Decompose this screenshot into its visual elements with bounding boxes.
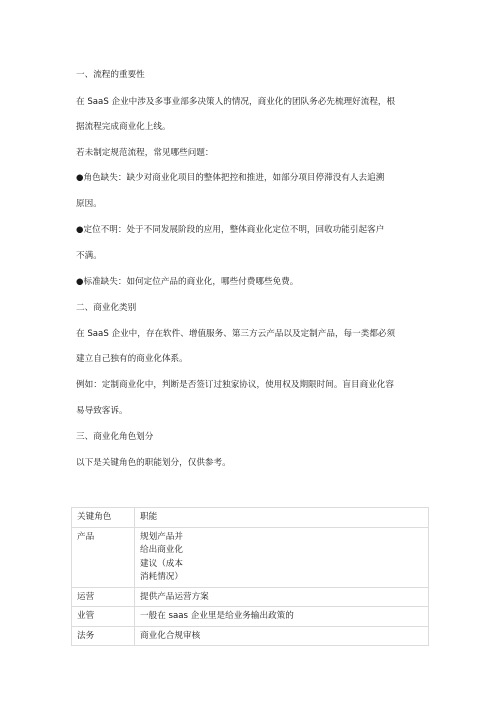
duty-line: 商业化合规审核 bbox=[140, 630, 201, 641]
paragraph-line: 不满。 bbox=[76, 251, 102, 261]
duty-cell bbox=[135, 527, 429, 587]
duty-line: 消耗情况） bbox=[140, 572, 183, 582]
paragraph-line: 易导致客诉。 bbox=[76, 406, 128, 416]
duty-cell bbox=[135, 607, 429, 627]
paragraph-line: 例如：定制商业化中，判断是否签订过独家协议，使用权及期限时间。盲目商业化容 bbox=[76, 380, 394, 390]
paragraph-line: 据流程完成商业化上线。 bbox=[76, 122, 171, 132]
role-cell: 法务 bbox=[72, 626, 135, 646]
table-row bbox=[72, 527, 429, 587]
duty-cell bbox=[135, 626, 429, 646]
paragraph-line: 若未制定规范流程，常见哪些问题： bbox=[76, 148, 214, 158]
role-cell: 产品 bbox=[72, 527, 135, 587]
paragraph-line: 以下是关键角色的职能划分，仅供参考。 bbox=[76, 458, 231, 468]
section-heading-1: 一、流程的重要性 bbox=[76, 70, 145, 80]
paragraph-line: 在 SaaS 企业中，存在软件、增值服务、第三方云产品以及定制产品，每一类都必须 bbox=[76, 329, 396, 339]
paragraph-line: 建立自己独有的商业化体系。 bbox=[76, 354, 188, 364]
duty-line: 规划产品并 bbox=[140, 531, 183, 542]
table-row bbox=[72, 626, 429, 646]
bullet-line: ●定位不明：处于不同发展阶段的应用，整体商业化定位不明，回收功能引起客户 bbox=[76, 225, 385, 235]
bullet-line: ●标准缺失：如何定位产品的商业化，哪些付费哪些免费。 bbox=[76, 277, 299, 287]
section-heading-3: 三、商业化角色划分 bbox=[76, 432, 154, 442]
duty-line: 提供产品运营方案 bbox=[140, 591, 209, 602]
paragraph-line: 在 SaaS 企业中涉及多事业部多决策人的情况，商业化的团队务必先梳理好流程，根 bbox=[76, 97, 396, 107]
table-row bbox=[72, 607, 429, 627]
bullet-line: ●角色缺失：缺少对商业化项目的整体把控和推进，如部分项目停滞没有人去追溯 bbox=[76, 173, 385, 183]
role-cell: 运营 bbox=[72, 587, 135, 607]
duty-line: 建议（成本 bbox=[140, 558, 183, 569]
roles-table bbox=[71, 507, 429, 646]
table-row bbox=[72, 587, 429, 607]
section-heading-2: 二、商业化类别 bbox=[76, 303, 137, 313]
duty-cell bbox=[135, 587, 429, 607]
paragraph-line: 原因。 bbox=[76, 199, 102, 209]
duty-line: 给出商业化 bbox=[140, 545, 183, 555]
table-header-row bbox=[72, 508, 429, 528]
duty-line: 一般在 saas 企业里是给业务输出政策的 bbox=[140, 611, 294, 621]
role-cell: 业管 bbox=[72, 607, 135, 627]
header-duty: 职能 bbox=[135, 508, 429, 528]
header-role: 关键角色 bbox=[72, 508, 135, 528]
